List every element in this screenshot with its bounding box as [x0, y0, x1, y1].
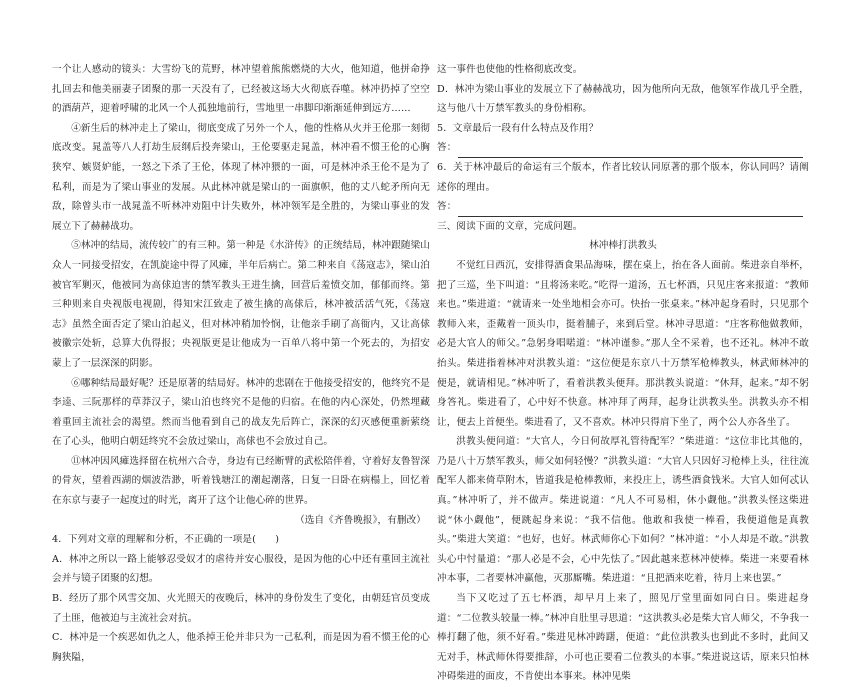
story-paragraph-2: 洪教头便问道：“大官人，今日何故厚礼管待配军？”柴进道：“这位非比其他的，乃是八十万禁军教头，师父如何轻慢？”洪教头道：“大官人只因好习枪棒上头，往往流配军人都来倚草附木，皆道我是枪棒教师，来投庄上，诱些酒食钱米。大官人如何忒认真。”林冲听了，并不做声。柴进说道：“凡人不可易相，休小觑他。”洪教头怪这柴进说“休小觑他”，便跳起身来说：“我不信他。他敢和我使一棒看，我便道他是真教头。”柴进大笑道：“也好，也好。林武师你心下如何？”林冲道：“小人却是不敢。”洪教头心中忖量道：“那人必是不会，心中先怯了。”因此越来惹林冲使棒。柴进一来要看林冲本事，二者要林冲赢他，灭那厮嘴。柴进道：“且把酒来吃着，待月上来也罢。”: [437, 436, 809, 585]
answer-blank[interactable]: [458, 145, 803, 158]
question-4-stem: 4．下列对文章的理解和分析，不正确的一项是( ): [52, 534, 280, 546]
paragraph-6: ⑥哪种结局最好呢？还是原著的结局好。林冲的悲剧在于他接受招安的，他终究不是李逵、三阮那样的草莽汉子，梁山泊也终究不是他的归宿。在他的内心深处，仍然埋藏着重回主流社会的渴望。然而当他看到自己的战友先后阵亡，深深的幻灭感便重新萦绕在了心头，他明白朝廷终究不会放过梁山，高俅也不会放过自己。: [52, 377, 430, 448]
paragraph-7: ⑪林冲因风瘫选择留在杭州六合寺，身边有已经断臂的武松陪伴着，守着好友鲁智深的骨灰，望着西湖的烟波浩渺，听着钱塘江的潮起潮落，日复一日卧在病榻上，回忆着在东京与妻子一起度过的时光，离开了这个让他心碎的世界。: [52, 455, 430, 507]
question-4-option-d: D．林冲为梁山事业的发展立下了赫赫战功，因为他所向无敌，他领军作战几乎全胜，这与他八十万禁军教头的身份相称。: [437, 83, 809, 115]
question-4-option-a: A．林冲之所以一路上能够忍受奴才的虐待并安心服役，是因为他的心中还有重回主流社会并与镜子团聚的幻想。: [52, 553, 430, 585]
paragraph-4: ④新生后的林冲走上了梁山，彻底变成了另外一个人，他的性格从火并王伦那一刻彻底改变。晁盖等八人打劫生辰纲后投奔梁山，王伦要驱走晁盖，林冲看不惯王伦的心胸狭窄、嫉贤妒能，一怒之下杀了王伦，体现了林冲猥的一面，可是林冲杀王伦不是为了私利，而是为了梁山事业的发展。从此林冲就是梁山的一面旗帜，他的丈八蛇矛所向无敌，除曾头市一战晁盖不听林冲劝阻中计失败外，林冲领军是全胜的，为梁山事业的发展立下了赫赫战功。: [52, 122, 430, 232]
answer-label: 答：: [437, 142, 457, 154]
answer-line-q6[interactable]: [437, 197, 809, 217]
paragraph-intro: 一个让人感动的镜头：大雪纷飞的荒野，林冲望着熊熊燃烧的大火，他知道，他拼命挣扎回去和他美丽妻子团聚的那一天没有了，已经被这场大火彻底吞噬。林冲扔掉了空空的酒葫芦，迎着呼啸的北风一个人孤独地前行，雪地里一串脚印渐渐延伸到远方……: [52, 64, 430, 115]
answer-line-q5[interactable]: [437, 138, 809, 158]
answer-label: 答：: [437, 201, 457, 213]
story-title: 林冲棒打洪教头: [589, 240, 657, 252]
question-4-option-b: B．经历了那个风雪交加、火光照天的夜晚后，林冲的身份发生了变化，由朝廷官员变成了土匪，他被迫与主流社会对抗。: [52, 593, 430, 624]
paragraph-5: ⑤林冲的结局，流传较广的有三种。第一种是《水浒传》的正统结局，林冲跟随梁山众人一同接受招安，在凯旋途中得了风瘫，半年后病亡。第二种来自《荡寇志》，梁山泊被官军剿灭，他被同为高俅迫害的禁军教头王进生擒，回营后羞愤交加，郁郁而终。第三种则来自央视版电视剧，得知宋江致走了被生擒的高俅后，林冲被活活气死，《荡寇志》虽然全面否定了梁山泊起义，但对林冲稍加怜悯，让他亲手刷了高衙内，又让高俅被徽宗处斩，总算大仇得报；央视版更是让他成为一百单八将中第一个死去的，为招安蒙上了一层深深的阴影。: [52, 240, 430, 369]
question-4-option-c: C．林冲是一个疾恶如仇之人，他杀掉王伦并非只为一己私利，而是因为看不惯王伦的心胸狭隘，: [52, 632, 430, 663]
right-column: [437, 60, 809, 687]
story-paragraph-3: 当下又吃过了五七杯酒，却早月上来了，照见厅堂里面如同白日。柴进起身道：“二位教头较量一棒。”林冲自肚里寻思道：“这洪教头必是柴大官人师父，不争我一棒打翻了他，须不好看。”柴进见林冲踌躇，便道：“此位洪教头也到此不多时，此间又无对手，林武师休得要推辞，小可也正要看二位教头的本事。”柴进说这话，原来只怕林冲碍柴进的面皮，不肯使出本事来。林冲见柴: [437, 593, 809, 683]
option-c-continued: 这一事件也使他的性格彻底改变。: [437, 64, 583, 75]
story-paragraph-1: 不觉红日西沉，安排得酒食果品海味，摆在桌上，抬在各人面前。柴进亲自举杯，把了三巡，坐下叫道：“且将汤来吃。”吃得一道汤，五七杯酒，只见庄客来报道：“教师来也。”柴进道：“就请来一处坐地相会亦可。快抬一张桌来。”林冲起身看时，只见那个教师入来，歪戴着一顶头巾，挺着脯子，来到后堂。林冲寻思道：“庄客称他做教师，必是大官人的师父。”急躬身唱喏道：“林冲谨参。”那人全不采着，也不还礼。林冲不敢抬头。柴进指着林冲对洪教头道：“这位便是东京八十万禁军枪棒教头，林武师林冲的便是，就请相见。”林冲听了，看着洪教头便拜。那洪教头说道：“休拜，起来。”却不躬身答礼。柴进看了，心中好不快意。林冲拜了两拜，起身让洪教头坐。洪教头亦不相让，便去上首便坐。柴进看了，又不喜欢。林冲只得肩下坐了，两个公人亦各坐了。: [437, 259, 809, 428]
left-column: [52, 60, 430, 667]
answer-blank[interactable]: [458, 204, 803, 217]
question-6: 6．关于林冲最后的命运有三个版本，作者比较认同原著的那个版本，你认同吗？请阐述你的理由。: [437, 161, 809, 193]
question-5: 5．文章最后一段有什么特点及作用？: [437, 122, 599, 134]
section-3-heading: 三、阅读下面的文章，完成问题。: [437, 220, 583, 232]
source-note: （选自《齐鲁晚报》，有删改）: [295, 514, 426, 526]
